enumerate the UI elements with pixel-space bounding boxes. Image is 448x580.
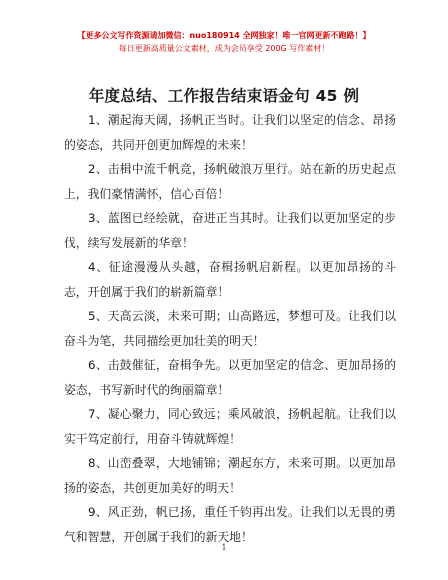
quote-item-2: 2、击楫中流千帆竞，扬帆破浪万里行。站在新的历史起点上，我们豪情满怀，信心百倍！ <box>64 162 396 201</box>
promo-banner <box>0 29 448 55</box>
quote-item-7: 7、凝心聚力，同心致远；乘风破浪，扬帆起航。让我们以实干笃定前行，用奋斗铸就辉煌！ <box>64 407 396 446</box>
page-number: 1 <box>221 543 227 552</box>
quote-item-3: 3、蓝图已经绘就，奋进正当其时。让我们以更加坚定的步伐，续写发展新的华章！ <box>64 211 396 250</box>
quote-item-6: 6、击鼓催征，奋楫争先。以更加坚定的信念、更加昂扬的姿态，书写新时代的绚丽篇章！ <box>64 358 396 397</box>
quote-item-5: 5、天高云淡，未来可期；山高路远，梦想可及。让我们以奋斗为笔，共同描绘更加壮美的明天！ <box>64 309 396 348</box>
quote-item-1: 1、潮起海天阔，扬帆正当时。让我们以坚定的信念、昂扬的姿态，共同开创更加辉煌的未来！ <box>64 113 396 152</box>
promo-banner-line-1: 【更多公文写作资源请加微信：nuo180914 全网独家！唯一官网更新不跑路！】 <box>77 31 371 40</box>
quote-item-9: 9、风正劲，帆已扬，重任千钧再出发。让我们以无畏的勇气和智慧，开创属于我们的新天地！ <box>64 505 396 544</box>
quote-item-4: 4、征途漫漫从头越，奋楫扬帆启新程。以更加昂扬的斗志，开创属于我们的崭新篇章！ <box>64 260 396 299</box>
quote-item-8: 8、山峦叠翠，大地铺锦；潮起东方，未来可期。以更加昂扬的姿态，共创更加美好的明天！ <box>64 456 396 495</box>
quote-list <box>64 108 396 549</box>
document-title: 年度总结、工作报告结束语金句 45 例 <box>88 87 360 105</box>
promo-banner-line-2: 每日更新高质量公文素材，成为会员享受 200G 写作素材！ <box>118 44 330 53</box>
